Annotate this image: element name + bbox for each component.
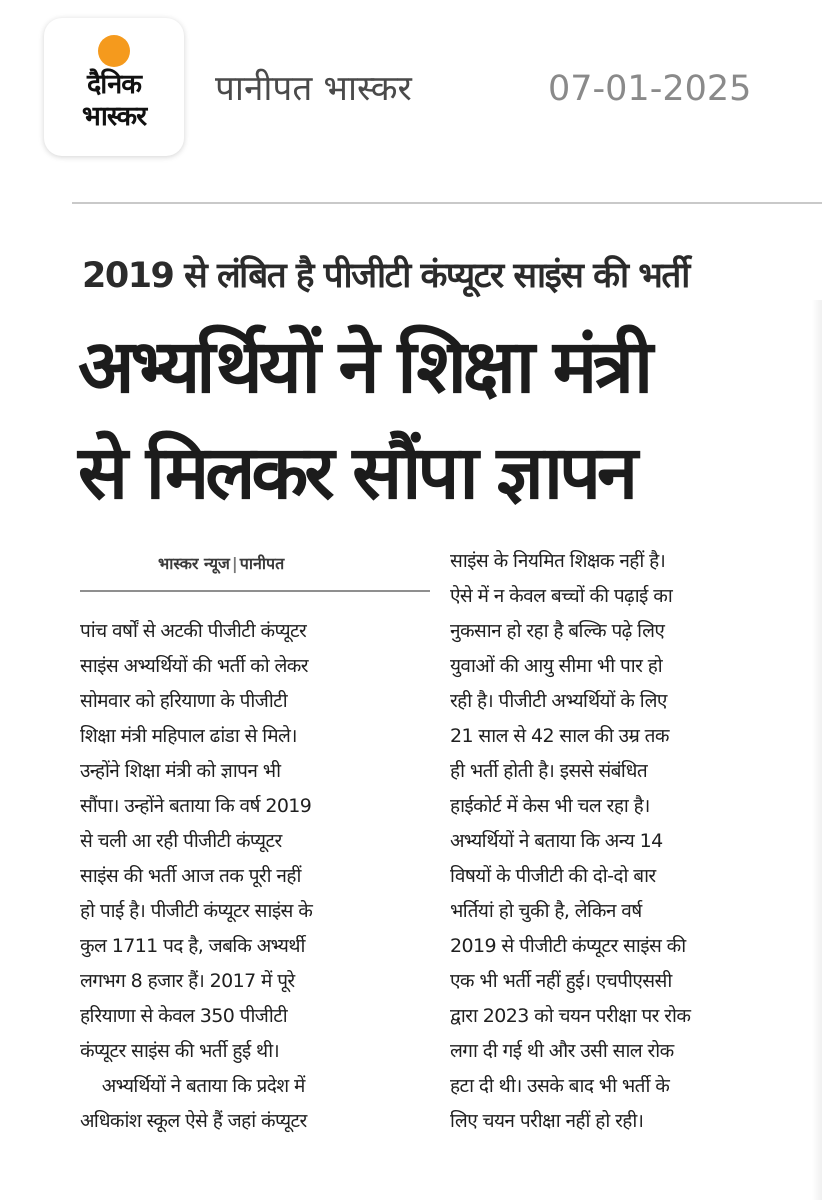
edition-date: 07-01-2025 (548, 69, 752, 109)
text-line: उन्होंने शिक्षा मंत्री को ज्ञापन भी (80, 760, 281, 782)
byline-city: पानीपत (239, 554, 285, 573)
logo-text-line2: भास्कर (81, 101, 147, 132)
text-line: रही है। पीजीटी अभ्यर्थियों के लिए (450, 690, 667, 712)
headline-line: अभ्यर्थियों ने शिक्षा मंत्री (78, 324, 650, 410)
byline (158, 552, 284, 574)
article-column-left (80, 614, 430, 1139)
logo-text-line1: दैनिक (86, 69, 142, 100)
publisher-logo[interactable] (44, 18, 184, 156)
text-line: अभ्यर्थियों ने बताया कि प्रदेश में (80, 1075, 305, 1097)
text-line: हाईकोर्ट में केस भी चल रहा है। (450, 795, 650, 817)
text-line: अधिकांश स्कूल ऐसे हैं जहां कंप्यूटर (80, 1110, 307, 1132)
text-line: लगभग 8 हजार हैं। 2017 में पूरे (80, 970, 295, 992)
adjacent-column-edge (812, 300, 822, 1200)
text-line: साइंस अभ्यर्थियों की भर्ती को लेकर (80, 655, 308, 677)
article-kicker: 2019 से लंबित है पीजीटी कंप्यूटर साइंस की भर्ती (82, 256, 689, 296)
text-line: साइंस के नियमित शिक्षक नहीं है। (450, 550, 666, 572)
text-line: हटा दी थी। उसके बाद भी भर्ती के (450, 1075, 670, 1097)
text-line: हरियाणा से केवल 350 पीजीटी (80, 1005, 288, 1027)
text-line: सोमवार को हरियाणा के पीजीटी (80, 690, 288, 712)
text-line: द्वारा 2023 को चयन परीक्षा पर रोक (450, 1005, 691, 1027)
text-line: साइंस की भर्ती आज तक पूरी नहीं (80, 865, 301, 887)
text-line: शिक्षा मंत्री महिपाल ढांडा से मिले। (80, 725, 297, 747)
text-line: कंप्यूटर साइंस की भर्ती हुई थी। (80, 1040, 280, 1062)
text-line: अभ्यर्थियों ने बताया कि अन्य 14 (450, 830, 663, 852)
text-line: से चली आ रही पीजीटी कंप्यूटर (80, 830, 282, 852)
article-column-right (450, 544, 800, 1139)
text-line: ही भर्ती होती है। इससे संबंधित (450, 760, 648, 782)
text-line: 21 साल से 42 साल की उम्र तक (450, 725, 669, 747)
text-line: लिए चयन परीक्षा नहीं हो रही। (450, 1110, 644, 1132)
header-divider (72, 202, 822, 204)
text-line: ऐसे में न केवल बच्चों की पढ़ाई का (450, 585, 673, 607)
sun-icon (98, 35, 130, 67)
byline-source: भास्कर न्यूज (158, 554, 230, 573)
edition-title: पानीपत भास्कर (215, 69, 412, 109)
text-line: भर्तियां हो चुकी है, लेकिन वर्ष (450, 900, 642, 922)
text-line: सौंपा। उन्होंने बताया कि वर्ष 2019 (80, 795, 312, 817)
text-line: लगा दी गई थी और उसी साल रोक (450, 1040, 674, 1062)
text-line: विषयों के पीजीटी की दो-दो बार (450, 865, 656, 887)
text-line: एक भी भर्ती नहीं हुई। एचपीएससी (450, 970, 672, 992)
text-line: युवाओं की आयु सीमा भी पार हो (450, 655, 663, 677)
text-line: पांच वर्षों से अटकी पीजीटी कंप्यूटर (80, 620, 307, 642)
byline-separator: | (231, 554, 238, 573)
app-header (0, 0, 822, 190)
text-line: नुकसान हो रहा है बल्कि पढ़े लिए (450, 620, 665, 642)
headline-line: से मिलकर सौंपा ज्ञापन (78, 430, 635, 516)
text-line: कुल 1711 पद है, जबकि अभ्यर्थी (80, 935, 305, 957)
text-line: 2019 से पीजीटी कंप्यूटर साइंस की (450, 935, 686, 957)
text-line: हो पाई है। पीजीटी कंप्यूटर साइंस के (80, 900, 313, 922)
byline-divider (80, 590, 430, 592)
